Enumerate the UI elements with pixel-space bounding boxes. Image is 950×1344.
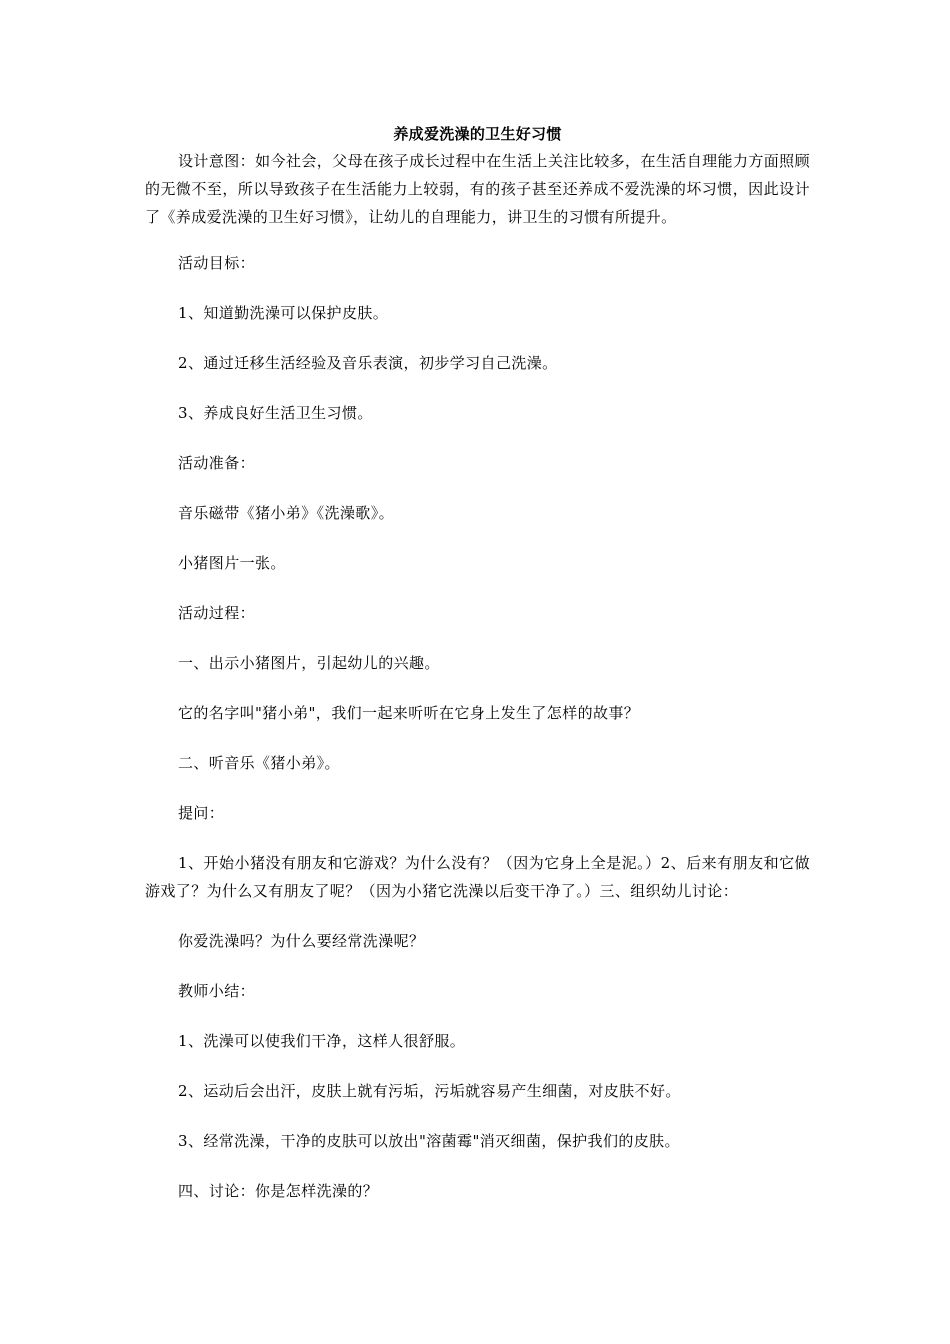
questions-text: 1、开始小猪没有朋友和它游戏？为什么没有？（因为它身上全是泥。）2、后来有朋友和它做游戏了？为什么又有朋友了呢？（因为小猪它洗澡以后变干净了。）三、组织幼儿讨论： — [145, 854, 810, 900]
questions-heading: 提问： — [178, 804, 225, 822]
preparation-item-2: 小猪图片一张。 — [178, 554, 286, 572]
goal-item-1: 1、知道勤洗澡可以保护皮肤。 — [178, 304, 389, 322]
goals-heading: 活动目标： — [178, 254, 256, 272]
summary-item-2: 2、运动后会出汗，皮肤上就有污垢，污垢就容易产生细菌，对皮肤不好。 — [178, 1082, 681, 1100]
summary-item-1: 1、洗澡可以使我们干净，这样人很舒服。 — [178, 1032, 466, 1050]
summary-item-3: 3、经常洗澡，干净的皮肤可以放出"溶菌霉"消灭细菌，保护我们的皮肤。 — [178, 1132, 680, 1150]
document-title: 养成爱洗澡的卫生好习惯 — [393, 125, 562, 143]
goal-item-2: 2、通过迁移生活经验及音乐表演，初步学习自己洗澡。 — [178, 354, 558, 372]
process-step-2: 二、听音乐《猪小弟》。 — [178, 754, 340, 772]
preparation-item-1: 音乐磁带《猪小弟》《洗澡歌》。 — [178, 504, 395, 522]
document-page — [145, 121, 810, 1227]
preparation-heading: 活动准备： — [178, 454, 256, 472]
process-heading: 活动过程： — [178, 604, 256, 622]
process-step-4: 四、讨论：你是怎样洗澡的？ — [178, 1182, 379, 1200]
design-intent-paragraph: 设计意图：如今社会，父母在孩子成长过程中在生活上关注比较多，在生活自理能力方面照顾的无微不至，所以导致孩子在生活能力上较弱，有的孩子甚至还养成不爱洗澡的坏习惯，因此设计了《养成爱洗澡的卫生好习惯》，让幼儿的自理能力，讲卫生的习惯有所提升。 — [145, 152, 810, 226]
goal-item-3: 3、养成良好生活卫生习惯。 — [178, 404, 373, 422]
summary-heading: 教师小结： — [178, 982, 256, 1000]
process-step-1: 一、出示小猪图片，引起幼儿的兴趣。 — [178, 654, 440, 672]
process-step-1-text: 它的名字叫"猪小弟"，我们一起来听听在它身上发生了怎样的故事？ — [178, 704, 640, 722]
discussion-question: 你爱洗澡吗？为什么要经常洗澡呢？ — [178, 932, 425, 950]
